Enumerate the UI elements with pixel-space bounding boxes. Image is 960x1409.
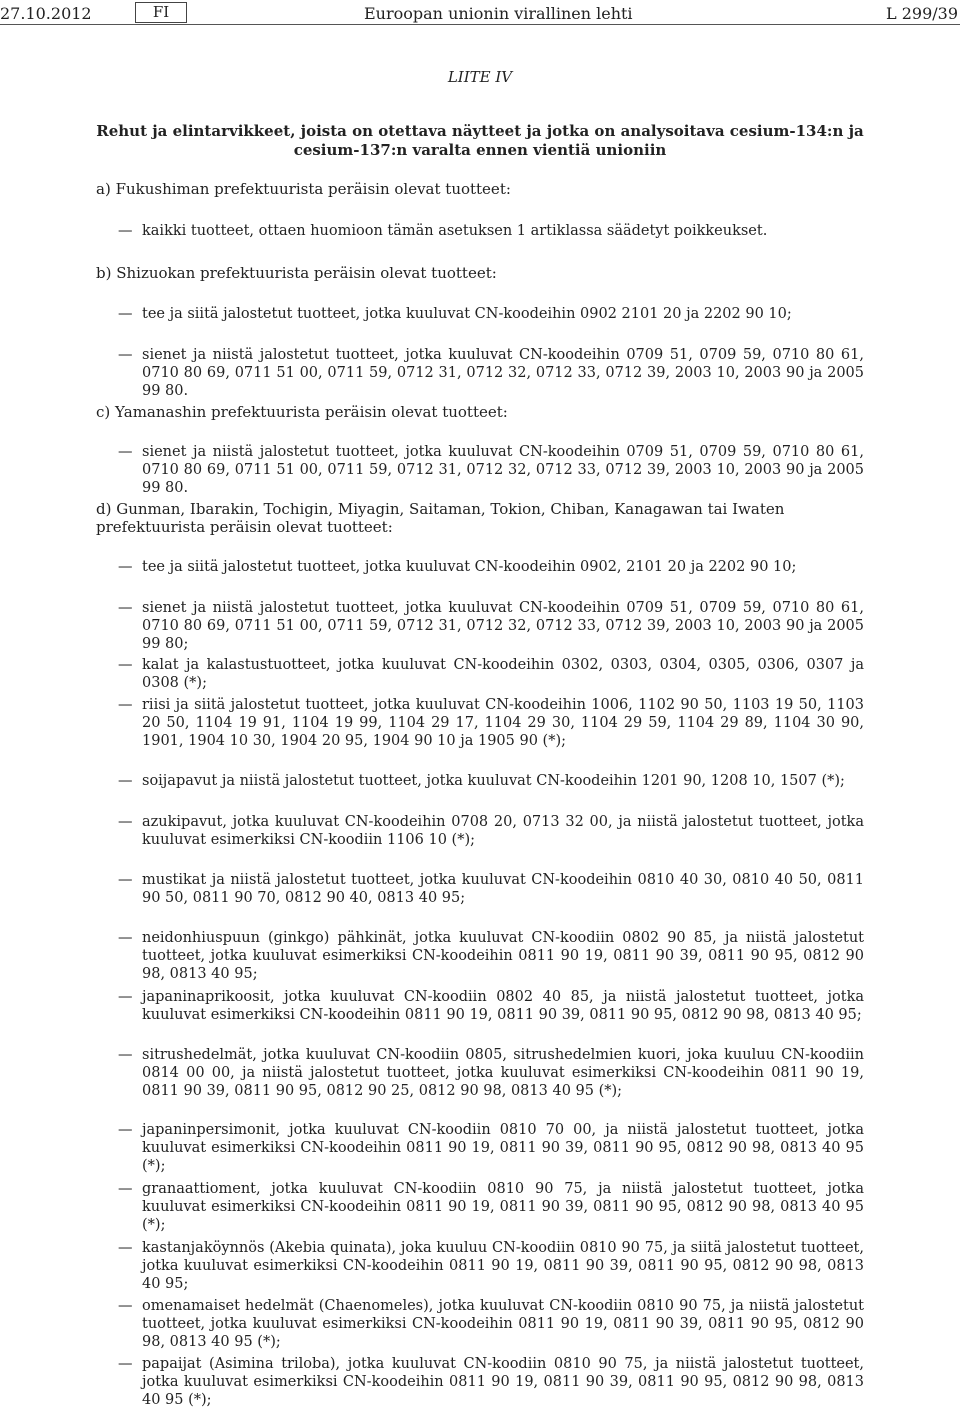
list-item: — azukipavut, jotka kuuluvat CN-koodeihin 0708 20, 0713 32 00, ja niistä jalostetut tuotteet, jotka kuuluvat esimerkiksi CN-koodiin 1106 10 (*);	[118, 814, 864, 848]
section-heading-d: d) Gunman, Ibarakin, Tochigin, Miyagin, Saitaman, Tokion, Chiban, Kanagawan tai Iwaten prefektuurista peräisin olevat tuotteet:	[96, 500, 785, 536]
list-item: — sienet ja niistä jalostetut tuotteet, jotka kuuluvat CN-koodeihin 0709 51, 0709 59, 0710 80 61, 0710 80 69, 0711 51 00, 0711 59, 0712 31, 0712 32, 0712 33, 0712 39, 2003 10, 2003 90 ja 2005 99 80.	[118, 444, 864, 496]
dash-icon: —	[118, 1122, 133, 1138]
dash-icon: —	[118, 1298, 133, 1314]
dash-icon: —	[118, 930, 133, 946]
list-item: — granaattioment, jotka kuuluvat CN-koodiin 0810 90 75, ja niistä jalostetut tuotteet, jotka kuuluvat esimerkiksi CN-koodeihin 0811 90 19, 0811 90 39, 0811 90 95, 0812 90 98, 0813 40 95 (*);	[118, 1181, 864, 1233]
dash-icon: —	[118, 773, 133, 789]
annex-label: LIITE IV	[447, 68, 513, 86]
list-item: — kaikki tuotteet, ottaen huomioon tämän asetuksen 1 artiklassa säädetyt poikkeukset.	[118, 223, 768, 239]
dash-icon: —	[118, 872, 133, 888]
dash-icon: —	[118, 559, 133, 575]
list-item: — sitrushedelmät, jotka kuuluvat CN-koodiin 0805, sitrushedelmien kuori, joka kuuluu CN-koodiin 0814 00 00, ja niistä jalostetut tuotteet, jotka kuuluvat esimerkiksi CN-koodeihin 0811 90 19, 0811 90 39, 0811 90 95, 0812 90 25, 0812 90 98, 0813 40 95 (*);	[118, 1047, 864, 1099]
section-heading-c: c) Yamanashin prefektuurista peräisin olevat tuotteet:	[96, 403, 508, 421]
language-code: FI	[135, 2, 187, 23]
list-item: — omenamaiset hedelmät (Chaenomeles), jotka kuuluvat CN-koodiin 0810 90 75, ja niistä jalostetut tuotteet, jotka kuuluvat esimerkiksi CN-koodeihin 0811 90 19, 0811 90 39, 0811 90 95, 0812 90 98, 0813 40 95 (*);	[118, 1298, 864, 1350]
dash-icon: —	[118, 600, 133, 616]
list-item: — kastanjaköynnös (Akebia quinata), joka kuuluu CN-koodiin 0810 90 75, ja siitä jalostetut tuotteet, jotka kuuluvat esimerkiksi CN-koodeihin 0811 90 19, 0811 90 39, 0811 90 95, 0812 90 98, 0813 40 95;	[118, 1240, 864, 1292]
dash-icon: —	[118, 1356, 133, 1372]
page-number: L 299/39	[886, 4, 958, 23]
list-item: — soijapavut ja niistä jalostetut tuotteet, jotka kuuluvat CN-koodeihin 1201 90, 1208 10, 1507 (*);	[118, 773, 845, 789]
page-header	[0, 2, 960, 24]
list-item: — tee ja siitä jalostetut tuotteet, jotka kuuluvat CN-koodeihin 0902 2101 20 ja 2202 90 10;	[118, 306, 792, 322]
section-heading-a: a) Fukushiman prefektuurista peräisin olevat tuotteet:	[96, 180, 511, 198]
list-item: — japaninaprikoosit, jotka kuuluvat CN-koodiin 0802 40 85, ja niistä jalostetut tuotteet, jotka kuuluvat esimerkiksi CN-koodeihin 0811 90 19, 0811 90 39, 0811 90 95, 0812 90 98, 0813 40 95;	[118, 989, 864, 1023]
dash-icon: —	[118, 814, 133, 830]
section-heading-b: b) Shizuokan prefektuurista peräisin olevat tuotteet:	[96, 264, 497, 282]
dash-icon: —	[118, 1181, 133, 1197]
list-item: — tee ja siitä jalostetut tuotteet, jotka kuuluvat CN-koodeihin 0902, 2101 20 ja 2202 90 10;	[118, 559, 797, 575]
document-title: Rehut ja elintarvikkeet, joista on otettava näytteet ja jotka on analysoitava cesium-134:n ja cesium-137:n varalta ennen vientiä unioniin	[96, 122, 864, 159]
dash-icon: —	[118, 347, 133, 363]
dash-icon: —	[118, 1240, 133, 1256]
dash-icon: —	[118, 657, 133, 673]
dash-icon: —	[118, 223, 133, 239]
dash-icon: —	[118, 989, 133, 1005]
list-item: — kalat ja kalastustuotteet, jotka kuuluvat CN-koodeihin 0302, 0303, 0304, 0305, 0306, 0307 ja 0308 (*);	[118, 657, 864, 691]
list-item: — papaijat (Asimina triloba), jotka kuuluvat CN-koodiin 0810 90 75, ja niistä jalostetut tuotteet, jotka kuuluvat esimerkiksi CN-koodeihin 0811 90 19, 0811 90 39, 0811 90 95, 0812 90 98, 0813 40 95 (*);	[118, 1356, 864, 1408]
header-divider	[0, 24, 960, 25]
list-item: — mustikat ja niistä jalostetut tuotteet, jotka kuuluvat CN-koodeihin 0810 40 30, 0810 40 50, 0811 90 50, 0811 90 70, 0812 90 40, 0813 40 95;	[118, 872, 864, 906]
publication-date: 27.10.2012	[0, 4, 92, 23]
list-item: — sienet ja niistä jalostetut tuotteet, jotka kuuluvat CN-koodeihin 0709 51, 0709 59, 0710 80 61, 0710 80 69, 0711 51 00, 0711 59, 0712 31, 0712 32, 0712 33, 0712 39, 2003 10, 2003 90 ja 2005 99 80.	[118, 347, 864, 399]
list-item: — neidonhiuspuun (ginkgo) pähkinät, jotka kuuluvat CN-koodiin 0802 90 85, ja niistä jalostetut tuotteet, jotka kuuluvat esimerkiksi CN-koodeihin 0811 90 19, 0811 90 39, 0811 90 95, 0812 90 98, 0813 40 95;	[118, 930, 864, 982]
list-item: — japaninpersimonit, jotka kuuluvat CN-koodiin 0810 70 00, ja niistä jalostetut tuotteet, jotka kuuluvat esimerkiksi CN-koodeihin 0811 90 19, 0811 90 39, 0811 90 95, 0812 90 98, 0813 40 95 (*);	[118, 1122, 864, 1174]
dash-icon: —	[118, 306, 133, 322]
list-item: — sienet ja niistä jalostetut tuotteet, jotka kuuluvat CN-koodeihin 0709 51, 0709 59, 0710 80 61, 0710 80 69, 0711 51 00, 0711 59, 0712 31, 0712 32, 0712 33, 0712 39, 2003 10, 2003 90 ja 2005 99 80;	[118, 600, 864, 652]
list-item: — riisi ja siitä jalostetut tuotteet, jotka kuuluvat CN-koodeihin 1006, 1102 90 50, 1103 19 50, 1103 20 50, 1104 19 91, 1104 19 99, 1104 29 17, 1104 29 30, 1104 29 59, 1104 29 89, 1104 30 90, 1901, 1904 10 30, 1904 20 95, 1904 90 10 ja 1905 90 (*);	[118, 697, 864, 749]
dash-icon: —	[118, 697, 133, 713]
dash-icon: —	[118, 1047, 133, 1063]
dash-icon: —	[118, 444, 133, 460]
journal-name: Euroopan unionin virallinen lehti	[364, 4, 633, 23]
